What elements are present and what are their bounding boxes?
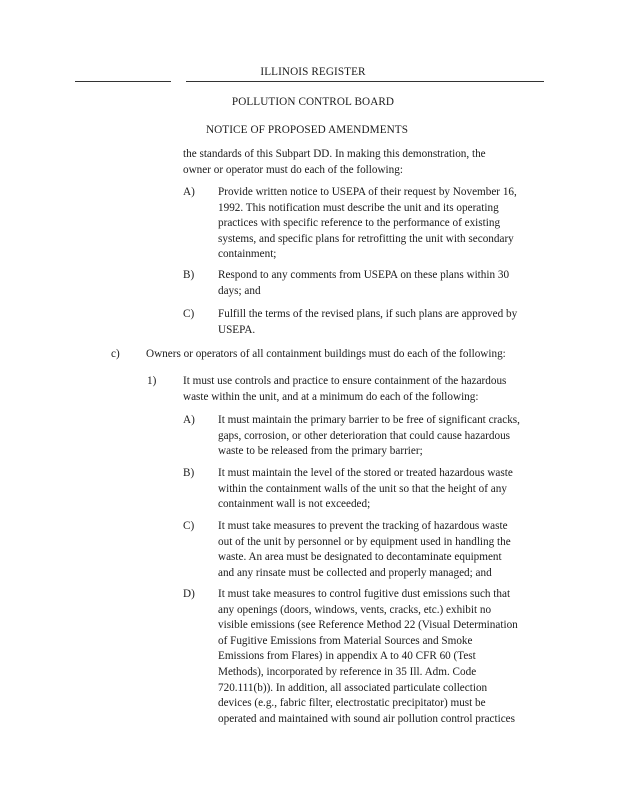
text-line: within the containment walls of the unit so that the height of any — [218, 482, 507, 495]
text-line: USEPA. — [218, 323, 256, 336]
sub-item-text-a — [218, 413, 520, 460]
text-line: Fulfill the terms of the revised plans, if such plans are approved by — [218, 308, 518, 320]
sub-item-label-a: A) — [183, 414, 195, 426]
item-label-top-b: B) — [183, 269, 195, 281]
text-line: containment; — [218, 248, 277, 261]
text-line: of Fugitive Emissions from Material Sources and Smoke — [218, 634, 473, 647]
sub-item-text-b — [218, 466, 513, 513]
item-text-1 — [183, 374, 506, 405]
text-line: the standards of this Subpart DD. In making this demonstration, the — [183, 148, 486, 160]
text-line: waste to be released from the primary barrier; — [218, 445, 423, 458]
text-line: Provide written notice to USEPA of their request by November 16, — [218, 186, 517, 198]
text-line: any openings (doors, windows, vents, cracks, etc.) exhibit no — [218, 603, 492, 616]
text-line: devices (e.g., fabric filter, electrostatic precipitator) must be — [218, 697, 486, 710]
text-line: containment wall is not exceeded; — [218, 498, 371, 511]
text-line: It must maintain the level of the stored or treated hazardous waste — [218, 467, 513, 479]
item-text-top-a — [218, 185, 517, 263]
sub-item-text-d — [218, 587, 518, 727]
text-line: visible emissions (see Reference Method 22 (Visual Determination — [218, 619, 518, 632]
item-text-top-b — [218, 268, 509, 299]
item-text-top-c — [218, 307, 517, 338]
item-label-1: 1) — [147, 375, 157, 387]
text-line: gaps, corrosion, or other deterioration that could cause hazardous — [218, 429, 511, 442]
register-title: ILLINOIS REGISTER — [260, 66, 366, 78]
text-line: days; and — [218, 284, 261, 297]
text-line: waste. An area must be designated to decontaminate equipment — [218, 551, 502, 564]
sub-item-text-c — [218, 519, 511, 581]
section-text-c — [146, 347, 506, 363]
text-line: Owners or operators of all containment buildings must do each of the following: — [146, 348, 506, 360]
text-line: Respond to any comments from USEPA on these plans within 30 — [218, 269, 510, 281]
text-line: 720.111(b)). In addition, all associated particulate collection — [218, 681, 488, 694]
text-line: It must maintain the primary barrier to be free of significant cracks, — [218, 414, 520, 426]
intro-paragraph — [183, 147, 486, 178]
text-line: systems, and specific plans for retrofitting the unit with secondary — [218, 232, 514, 245]
text-line: 1992. This notification must describe the unit and its operating — [218, 201, 499, 214]
item-label-top-a: A) — [183, 186, 195, 198]
section-label-c: c) — [111, 348, 120, 360]
text-line: and any rinsate must be collected and properly managed; and — [218, 566, 492, 579]
text-line: owner or operator must do each of the following: — [183, 163, 403, 176]
text-line: waste within the unit, and at a minimum do each of the following: — [183, 390, 479, 403]
text-line: Methods), incorporated by reference in 35 Ill. Adm. Code — [218, 665, 477, 678]
header-rule-right — [186, 81, 544, 82]
text-line: operated and maintained with sound air pollution control practices — [218, 712, 516, 725]
text-line: It must use controls and practice to ensure containment of the hazardous — [183, 375, 507, 387]
sub-item-label-d: D) — [183, 588, 195, 600]
text-line: practices with specific reference to the performance of existing — [218, 217, 501, 230]
board-title: POLLUTION CONTROL BOARD — [231, 96, 395, 108]
text-line: Emissions from Flares) in appendix A to 40 CFR 60 (Test — [218, 650, 476, 663]
text-line: It must take measures to control fugitive dust emissions such that — [218, 588, 511, 600]
text-line: out of the unit by personnel or by equipment used in handling the — [218, 535, 511, 548]
notice-title: NOTICE OF PROPOSED AMENDMENTS — [205, 124, 409, 136]
item-label-top-c: C) — [183, 308, 195, 320]
sub-item-label-b: B) — [183, 467, 195, 479]
text-line: It must take measures to prevent the tracking of hazardous waste — [218, 520, 508, 532]
sub-item-label-c: C) — [183, 520, 195, 532]
header-rule-left — [75, 81, 171, 82]
